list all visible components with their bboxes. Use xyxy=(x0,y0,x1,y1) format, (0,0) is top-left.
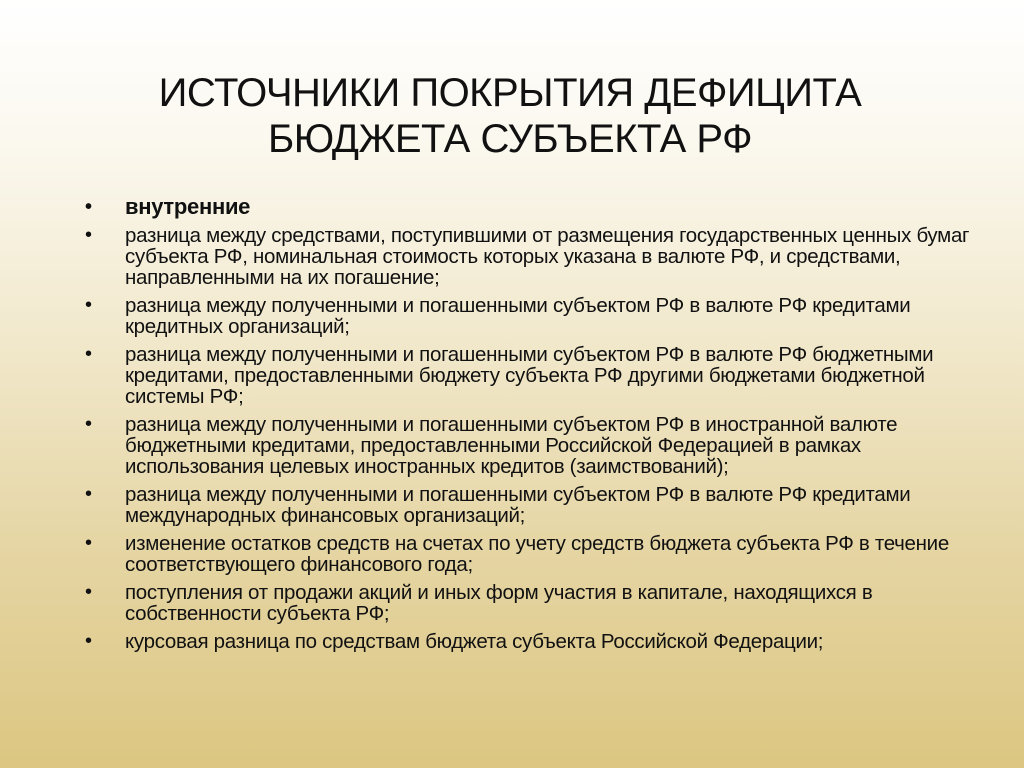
list-item-text: разница между полученными и погашенными субъектом РФ в валюте РФ кредитами международных финансовых организаций; xyxy=(125,483,911,527)
bullet-icon: • xyxy=(85,483,92,505)
bullet-icon: • xyxy=(85,343,92,365)
list-item-text: внутренние xyxy=(125,194,251,219)
list-item xyxy=(84,344,984,407)
list-item xyxy=(84,631,984,652)
list-item-text: разница между средствами, поступившими от размещения государственных ценных бумаг субъекта РФ, номинальная стоимость которых указана в валюте РФ, и средствами, направленными на их погашение; xyxy=(125,224,970,289)
list-item-text: разница между полученными и погашенными субъектом РФ в иностранной валюте бюджетными кредитами, предоставленными Российской Федерацией в рамках использования целевых иностранных кредитов (заимствований); xyxy=(125,413,898,478)
list-item xyxy=(84,582,984,624)
bullet-icon: • xyxy=(85,196,92,218)
list-item xyxy=(84,295,984,337)
list-item xyxy=(84,484,984,526)
list-item-text: разница между полученными и погашенными субъектом РФ в валюте РФ кредитами кредитных организаций; xyxy=(125,294,911,338)
bullet-icon: • xyxy=(85,630,92,652)
slide-title-line-1: ИСТОЧНИКИ ПОКРЫТИЯ ДЕФИЦИТА xyxy=(158,71,862,115)
list-item-text: разница между полученными и погашенными субъектом РФ в валюте РФ бюджетными кредитами, предоставленными бюджету субъекта РФ другими бюджетами бюджетной системы РФ; xyxy=(125,343,934,408)
list-item xyxy=(84,414,984,477)
slide-title-line-2: БЮДЖЕТА СУБЪЕКТА РФ xyxy=(267,117,753,161)
bullet-icon: • xyxy=(85,581,92,603)
bullet-list xyxy=(84,194,984,659)
bullet-icon: • xyxy=(85,532,92,554)
bullet-icon: • xyxy=(85,224,92,246)
list-item xyxy=(84,194,984,220)
bullet-icon: • xyxy=(85,294,92,316)
bullet-icon: • xyxy=(85,413,92,435)
list-item-text: поступления от продажи акций и иных форм участия в капитале, находящихся в собственности субъекта РФ; xyxy=(125,581,873,625)
list-item xyxy=(84,225,984,288)
list-item-text: изменение остатков средств на счетах по учету средств бюджета субъекта РФ в течение соответствующего финансового года; xyxy=(125,532,949,576)
slide-title xyxy=(60,70,960,162)
list-item-text: курсовая разница по средствам бюджета субъекта Российской Федерации; xyxy=(125,630,824,653)
list-item xyxy=(84,533,984,575)
